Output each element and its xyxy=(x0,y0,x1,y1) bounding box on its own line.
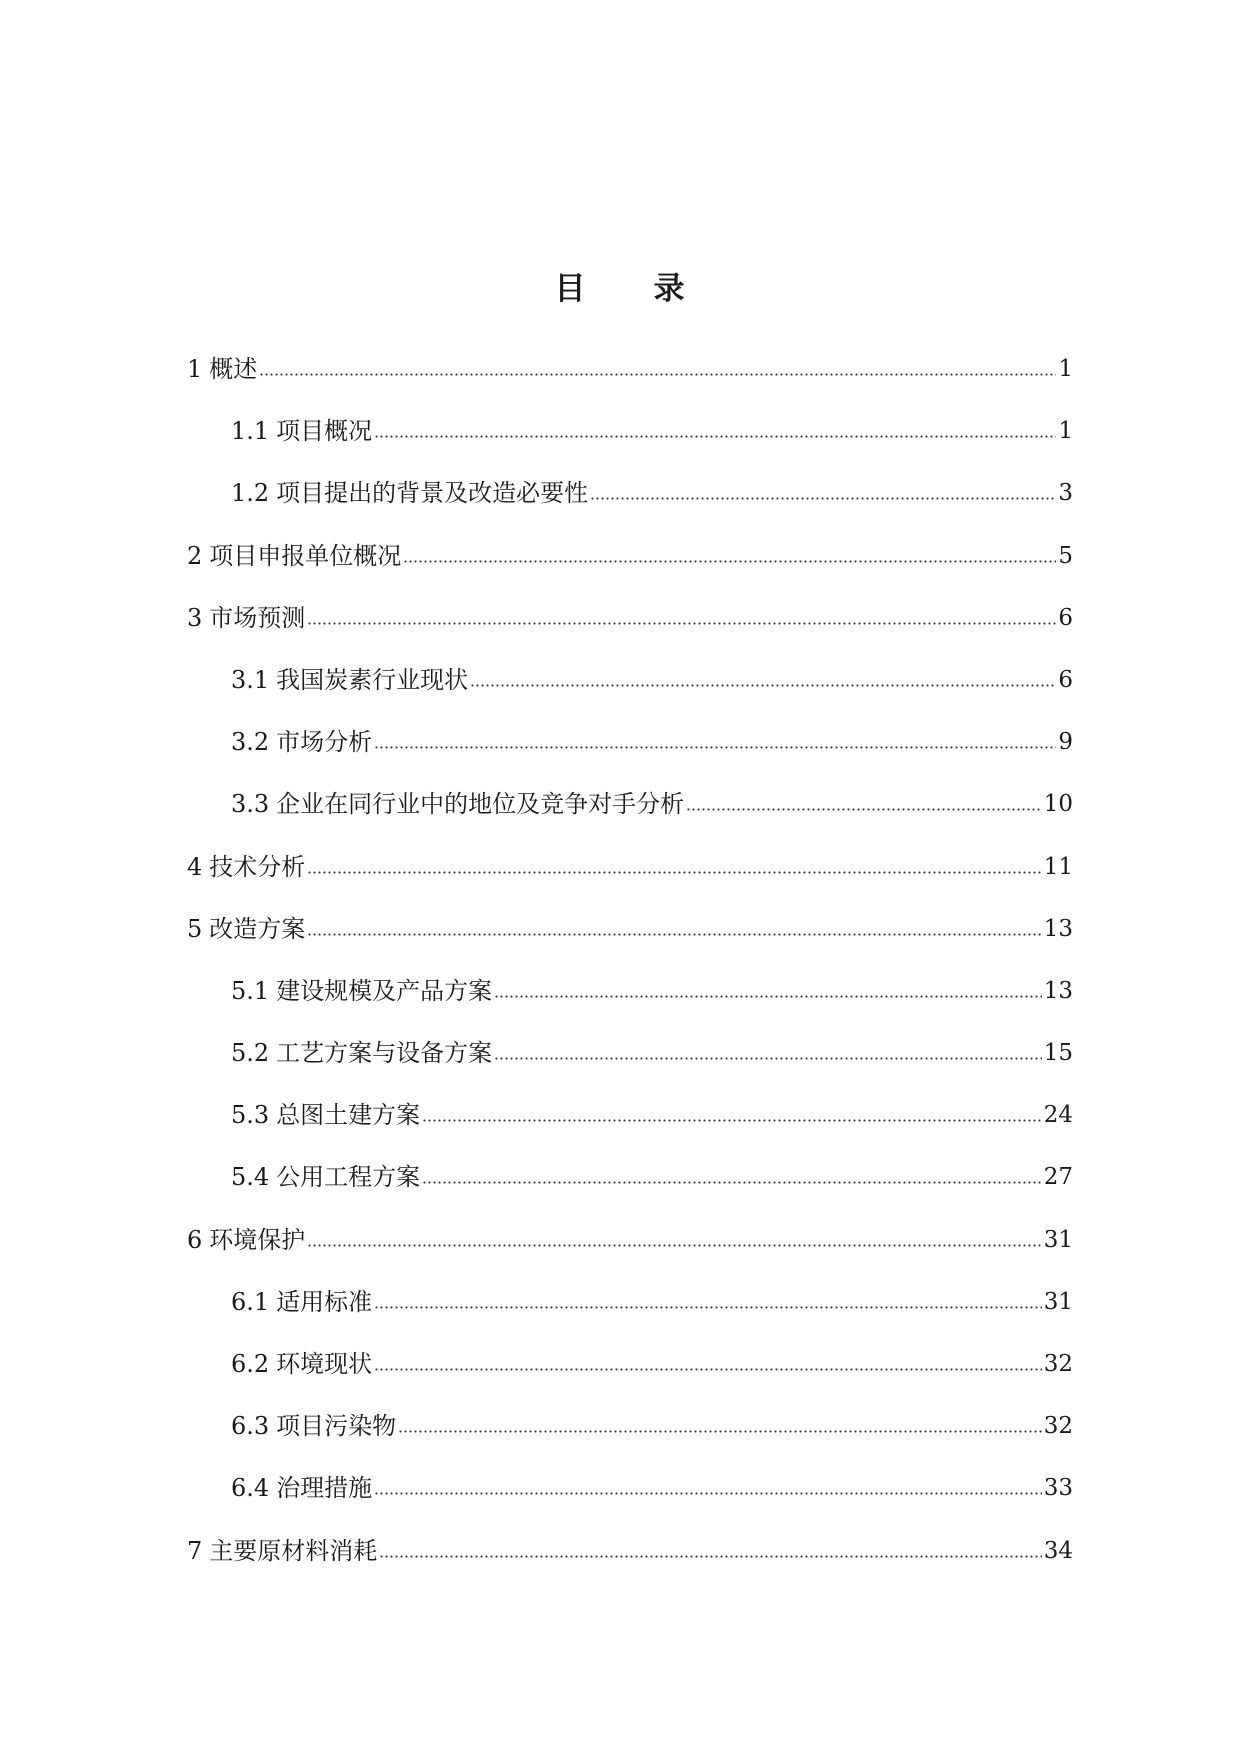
toc-entry-title: 建设规模及产品方案 xyxy=(276,976,493,1005)
dot-leader xyxy=(422,1100,1042,1123)
toc-entry-page-number: 6 xyxy=(1058,666,1073,693)
toc-entry-label xyxy=(231,1100,420,1130)
toc-entry-title: 项目申报单位概况 xyxy=(209,541,402,570)
toc-entry-page-number: 5 xyxy=(1058,542,1073,569)
toc-entry-title: 市场预测 xyxy=(209,603,306,632)
toc-entry-title: 市场分析 xyxy=(276,728,373,757)
toc-entry-number: 5.4 xyxy=(231,1163,270,1192)
toc-entry[interactable] xyxy=(187,1411,1073,1473)
toc-entry-page-number: 13 xyxy=(1043,915,1073,942)
toc-entry-title: 公用工程方案 xyxy=(276,1163,421,1192)
toc-entry[interactable] xyxy=(187,976,1073,1038)
dot-leader xyxy=(307,1225,1041,1248)
dot-leader xyxy=(494,1038,1042,1061)
toc-entry-number: 2 xyxy=(187,541,203,570)
toc-entry-number: 1.1 xyxy=(231,417,270,446)
toc-entry-title: 总图土建方案 xyxy=(276,1101,421,1130)
dot-leader xyxy=(374,1349,1042,1372)
toc-entry-title: 项目污染物 xyxy=(276,1412,397,1441)
toc-entry[interactable] xyxy=(187,603,1073,665)
toc-entry-page-number: 1 xyxy=(1058,356,1073,382)
toc-entry-title: 项目概况 xyxy=(276,417,373,446)
toc-entry-number: 5.2 xyxy=(231,1039,270,1068)
toc-entry-number: 1 xyxy=(187,355,203,383)
toc-entry-page-number: 11 xyxy=(1043,853,1073,880)
toc-entry-number: 6.1 xyxy=(231,1287,270,1316)
toc-entry-page-number: 34 xyxy=(1043,1537,1073,1564)
dot-leader xyxy=(494,976,1042,999)
toc-entry-title: 环境现状 xyxy=(276,1350,373,1378)
toc-entry[interactable] xyxy=(187,665,1073,727)
toc-entry-number: 4 xyxy=(187,852,203,881)
toc-entry-title: 概述 xyxy=(209,355,258,383)
toc-entry-number: 7 xyxy=(187,1536,203,1565)
toc-entry-page-number: 24 xyxy=(1043,1102,1073,1129)
toc-entry[interactable] xyxy=(187,1349,1073,1411)
toc-entry-page-number: 1 xyxy=(1058,418,1073,445)
toc-entry-label xyxy=(231,1162,420,1192)
toc-entry-title: 环境保护 xyxy=(209,1225,306,1254)
dot-leader xyxy=(422,1162,1042,1185)
toc-entry[interactable] xyxy=(187,727,1073,789)
dot-leader xyxy=(307,852,1041,875)
dot-leader xyxy=(686,789,1042,812)
toc-entry[interactable] xyxy=(187,1162,1073,1224)
toc-entry[interactable] xyxy=(187,1536,1073,1598)
toc-entry-number: 6.2 xyxy=(231,1350,270,1378)
toc-entry-number: 5 xyxy=(187,914,203,943)
toc-entry-page-number: 32 xyxy=(1043,1413,1073,1440)
toc-entry-label xyxy=(231,1411,396,1441)
toc-entry-page-number: 31 xyxy=(1043,1226,1073,1253)
toc-entry-label xyxy=(187,354,257,384)
toc-entry-number: 6.3 xyxy=(231,1412,270,1441)
toc-entry-label xyxy=(231,976,492,1006)
toc-entry-label xyxy=(231,727,372,757)
toc-entry-number: 6 xyxy=(187,1225,203,1254)
toc-entry-title: 适用标准 xyxy=(276,1287,373,1316)
toc-entry-number: 3.1 xyxy=(231,665,270,694)
toc-entry-page-number: 6 xyxy=(1058,604,1073,631)
toc-entry-title: 我国炭素行业现状 xyxy=(276,665,469,694)
toc-entry-label xyxy=(187,852,305,882)
toc-entry-title: 改造方案 xyxy=(209,914,306,943)
toc-entry-number: 3.3 xyxy=(231,790,270,819)
toc-entry-page-number: 9 xyxy=(1058,729,1073,756)
toc-entry[interactable] xyxy=(187,852,1073,914)
toc-entry[interactable] xyxy=(187,541,1073,603)
toc-entry-page-number: 13 xyxy=(1043,977,1073,1004)
toc-entry-number: 3.2 xyxy=(231,728,270,757)
dot-leader xyxy=(379,1536,1041,1559)
toc-entry-label xyxy=(187,1536,377,1566)
toc-entry-title: 企业在同行业中的地位及竞争对手分析 xyxy=(276,790,685,819)
dot-leader xyxy=(374,1287,1042,1310)
toc-entry[interactable] xyxy=(187,416,1073,478)
toc-entry-number: 6.4 xyxy=(231,1474,270,1503)
dot-leader xyxy=(590,478,1056,501)
dot-leader xyxy=(470,665,1056,688)
toc-entry[interactable] xyxy=(187,789,1073,851)
toc-entry-label xyxy=(231,1349,372,1379)
toc-entry-label xyxy=(231,1473,372,1503)
toc-entry-label xyxy=(231,665,468,695)
toc-entry-label xyxy=(231,1038,492,1068)
toc-entry-label xyxy=(231,478,588,508)
toc-entry-title: 技术分析 xyxy=(209,852,306,881)
toc-entry[interactable] xyxy=(187,1038,1073,1100)
dot-leader xyxy=(307,603,1056,626)
dot-leader xyxy=(374,416,1056,439)
dot-leader xyxy=(259,354,1056,377)
toc-entry-label xyxy=(187,541,401,571)
dot-leader xyxy=(398,1411,1042,1434)
toc-entry-page-number: 33 xyxy=(1043,1475,1073,1502)
toc-entry[interactable] xyxy=(187,1225,1073,1287)
toc-entry-label xyxy=(231,789,684,819)
toc-entry-title: 主要原材料消耗 xyxy=(209,1536,378,1565)
toc-entry-page-number: 27 xyxy=(1043,1164,1073,1191)
toc-entry[interactable] xyxy=(187,1100,1073,1162)
dot-leader xyxy=(374,1473,1042,1496)
toc-entry-label xyxy=(231,416,372,446)
toc-entry-number: 1.2 xyxy=(231,479,270,508)
toc-entry[interactable] xyxy=(187,1473,1073,1535)
toc-entry-page-number: 31 xyxy=(1043,1288,1073,1315)
page-title: 目 录 xyxy=(554,270,687,307)
dot-leader xyxy=(307,914,1041,937)
toc-entry-number: 5.1 xyxy=(231,976,270,1005)
toc-entry-page-number: 3 xyxy=(1058,480,1073,507)
toc-entry[interactable] xyxy=(187,1287,1073,1349)
dot-leader xyxy=(403,541,1056,564)
toc-entry-number: 3 xyxy=(187,603,203,632)
toc-entry-title: 治理措施 xyxy=(276,1474,373,1503)
dot-leader xyxy=(374,727,1056,750)
toc-entry-label xyxy=(187,1225,305,1255)
toc-entry-title: 工艺方案与设备方案 xyxy=(276,1039,493,1068)
table-of-contents xyxy=(187,354,1073,1598)
toc-entry[interactable] xyxy=(187,354,1073,416)
toc-entry-page-number: 15 xyxy=(1043,1040,1073,1067)
toc-entry[interactable] xyxy=(187,914,1073,976)
toc-entry-label xyxy=(187,914,305,944)
toc-entry[interactable] xyxy=(187,478,1073,540)
toc-entry-page-number: 32 xyxy=(1043,1351,1073,1377)
toc-entry-label xyxy=(231,1287,372,1317)
toc-entry-title: 项目提出的背景及改造必要性 xyxy=(276,479,589,508)
toc-entry-page-number: 10 xyxy=(1043,791,1073,818)
toc-entry-label xyxy=(187,603,305,633)
toc-entry-number: 5.3 xyxy=(231,1101,270,1130)
